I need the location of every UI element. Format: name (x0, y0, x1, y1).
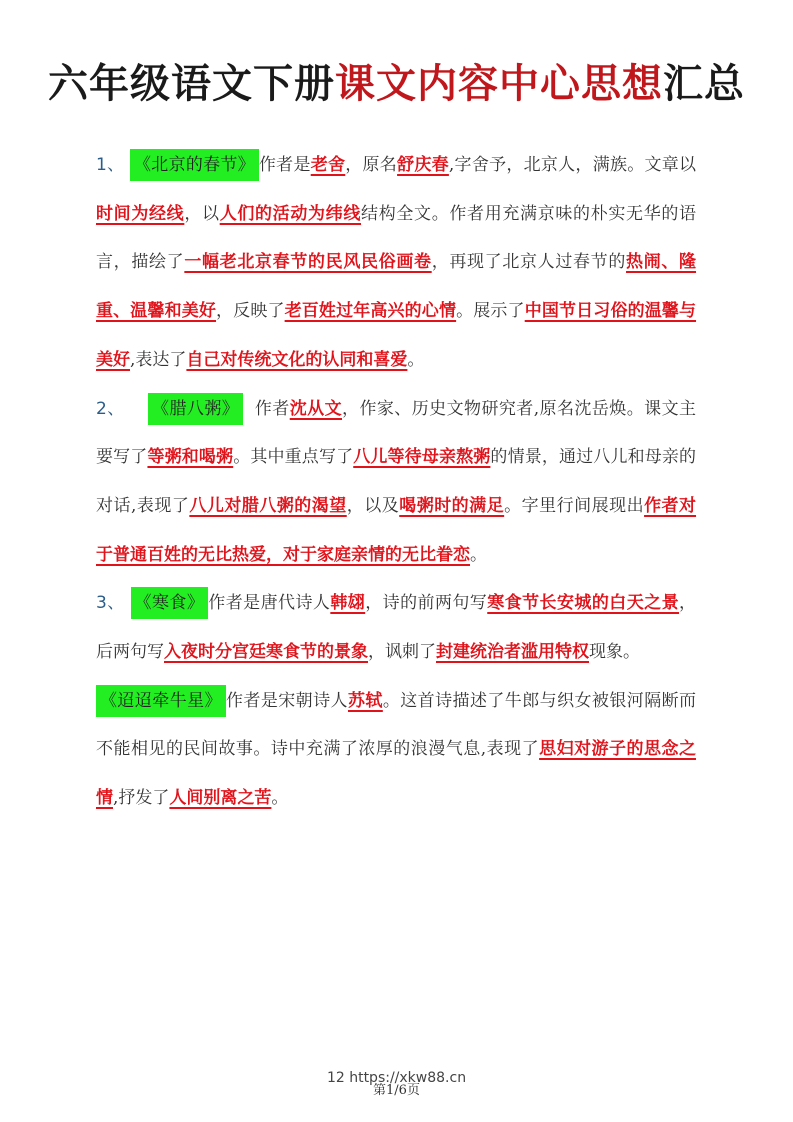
title-part2: 课文内容中心思想 (335, 61, 663, 107)
highlight: 八儿等待母亲熬粥 (353, 447, 491, 468)
text: ，再现了北京人过春节的 (431, 252, 627, 273)
text: 。这首诗描述了牛郎与织女被银河隔断而不能相见的民间故事。诗中充满了浓厚的浪漫气息,表现了 (96, 690, 697, 760)
text: ，作家、历史文物研究者,原名沈岳焕。课文主要写了 (96, 398, 697, 468)
highlight: 热闹、隆重、温馨和美好 (96, 252, 697, 322)
text: 现象。 (589, 642, 640, 663)
paragraph-4 (96, 677, 696, 823)
text: 作者是 (258, 155, 311, 175)
highlight: 八儿对腊八粥的渴望 (189, 495, 347, 516)
text: 。 (271, 788, 289, 809)
paragraph-3 (96, 579, 696, 676)
highlight: 人间别离之苦 (169, 788, 272, 809)
text: ，反映了 (216, 301, 285, 322)
text: ,表达了 (130, 349, 187, 370)
book-title: 《北京的春节》 (130, 149, 259, 181)
text: ，讽刺了 (368, 642, 436, 663)
text: 。展示了 (456, 301, 525, 322)
text: ,抒发了 (113, 788, 170, 809)
page-number: 第1/6页 (373, 1083, 420, 1098)
item-number: 1、 (96, 155, 125, 175)
paragraph-2 (96, 385, 696, 580)
highlight: 寒食节长安城的白天之景 (487, 593, 680, 614)
text: ,字舍予，北京人，满族。文章以 (448, 155, 697, 175)
content (96, 141, 696, 823)
highlight: 老百姓过年高兴的心情 (284, 301, 457, 322)
highlight: 老舍 (310, 155, 346, 175)
highlight: 舒庆春 (397, 155, 449, 175)
text: 。字里行间展现出 (504, 495, 645, 516)
text: ，诗的前两句写 (365, 593, 488, 614)
page-title (0, 52, 793, 109)
text: ，后两句写 (96, 593, 697, 663)
footer-url: 12 https://xkw88.cn (326, 1070, 467, 1086)
text: ，原名 (345, 155, 398, 175)
highlight: 沈从文 (289, 398, 343, 419)
text: ，以及 (346, 495, 400, 516)
book-title: 《腊八粥》 (148, 393, 243, 425)
title-part3: 汇总 (663, 61, 745, 107)
highlight: 作者对于普通百姓的无比热爱，对于家庭亲情的无比眷恋 (96, 495, 697, 565)
highlight: 时间为经线 (96, 203, 185, 224)
highlight: 一幅老北京春节的民风民俗画卷 (184, 252, 432, 273)
highlight: 思妇对游子的思念之情 (96, 739, 696, 809)
highlight: 中国节日习俗的温馨与美好 (96, 301, 697, 370)
text: 的情景，通过八儿和母亲的对话,表现了 (96, 447, 697, 516)
highlight: 喝粥时的满足 (399, 495, 505, 516)
highlight: 等粥和喝粥 (147, 447, 234, 468)
text: 作者是唐代诗人 (208, 593, 331, 614)
book-title: 《迢迢牵牛星》 (96, 685, 226, 717)
highlight: 人们的活动为纬线 (219, 203, 362, 224)
title-part1: 六年级语文下册 (48, 61, 335, 107)
item-number: 3、 (96, 593, 125, 614)
text: 作者是宋朝诗人 (225, 690, 348, 711)
highlight: 苏轼 (347, 690, 383, 711)
text: 。其中重点写了 (233, 447, 354, 468)
text: 结构全文。作者用充满京味的朴实无华的语言，描绘了 (96, 203, 697, 273)
book-title: 《寒食》 (131, 587, 209, 619)
highlight: 自己对传统文化的认同和喜爱 (186, 349, 408, 370)
highlight: 入夜时分宫廷寒食节的景象 (164, 642, 368, 663)
text: 作者 (254, 398, 290, 419)
text: 。 (470, 544, 487, 565)
item-number: 2、 (96, 398, 125, 419)
text: 。 (407, 349, 425, 370)
highlight: 封建统治者滥用特权 (436, 642, 589, 663)
text: ，以 (184, 203, 220, 224)
paragraph-1 (96, 141, 696, 385)
highlight: 韩翃 (330, 593, 366, 614)
